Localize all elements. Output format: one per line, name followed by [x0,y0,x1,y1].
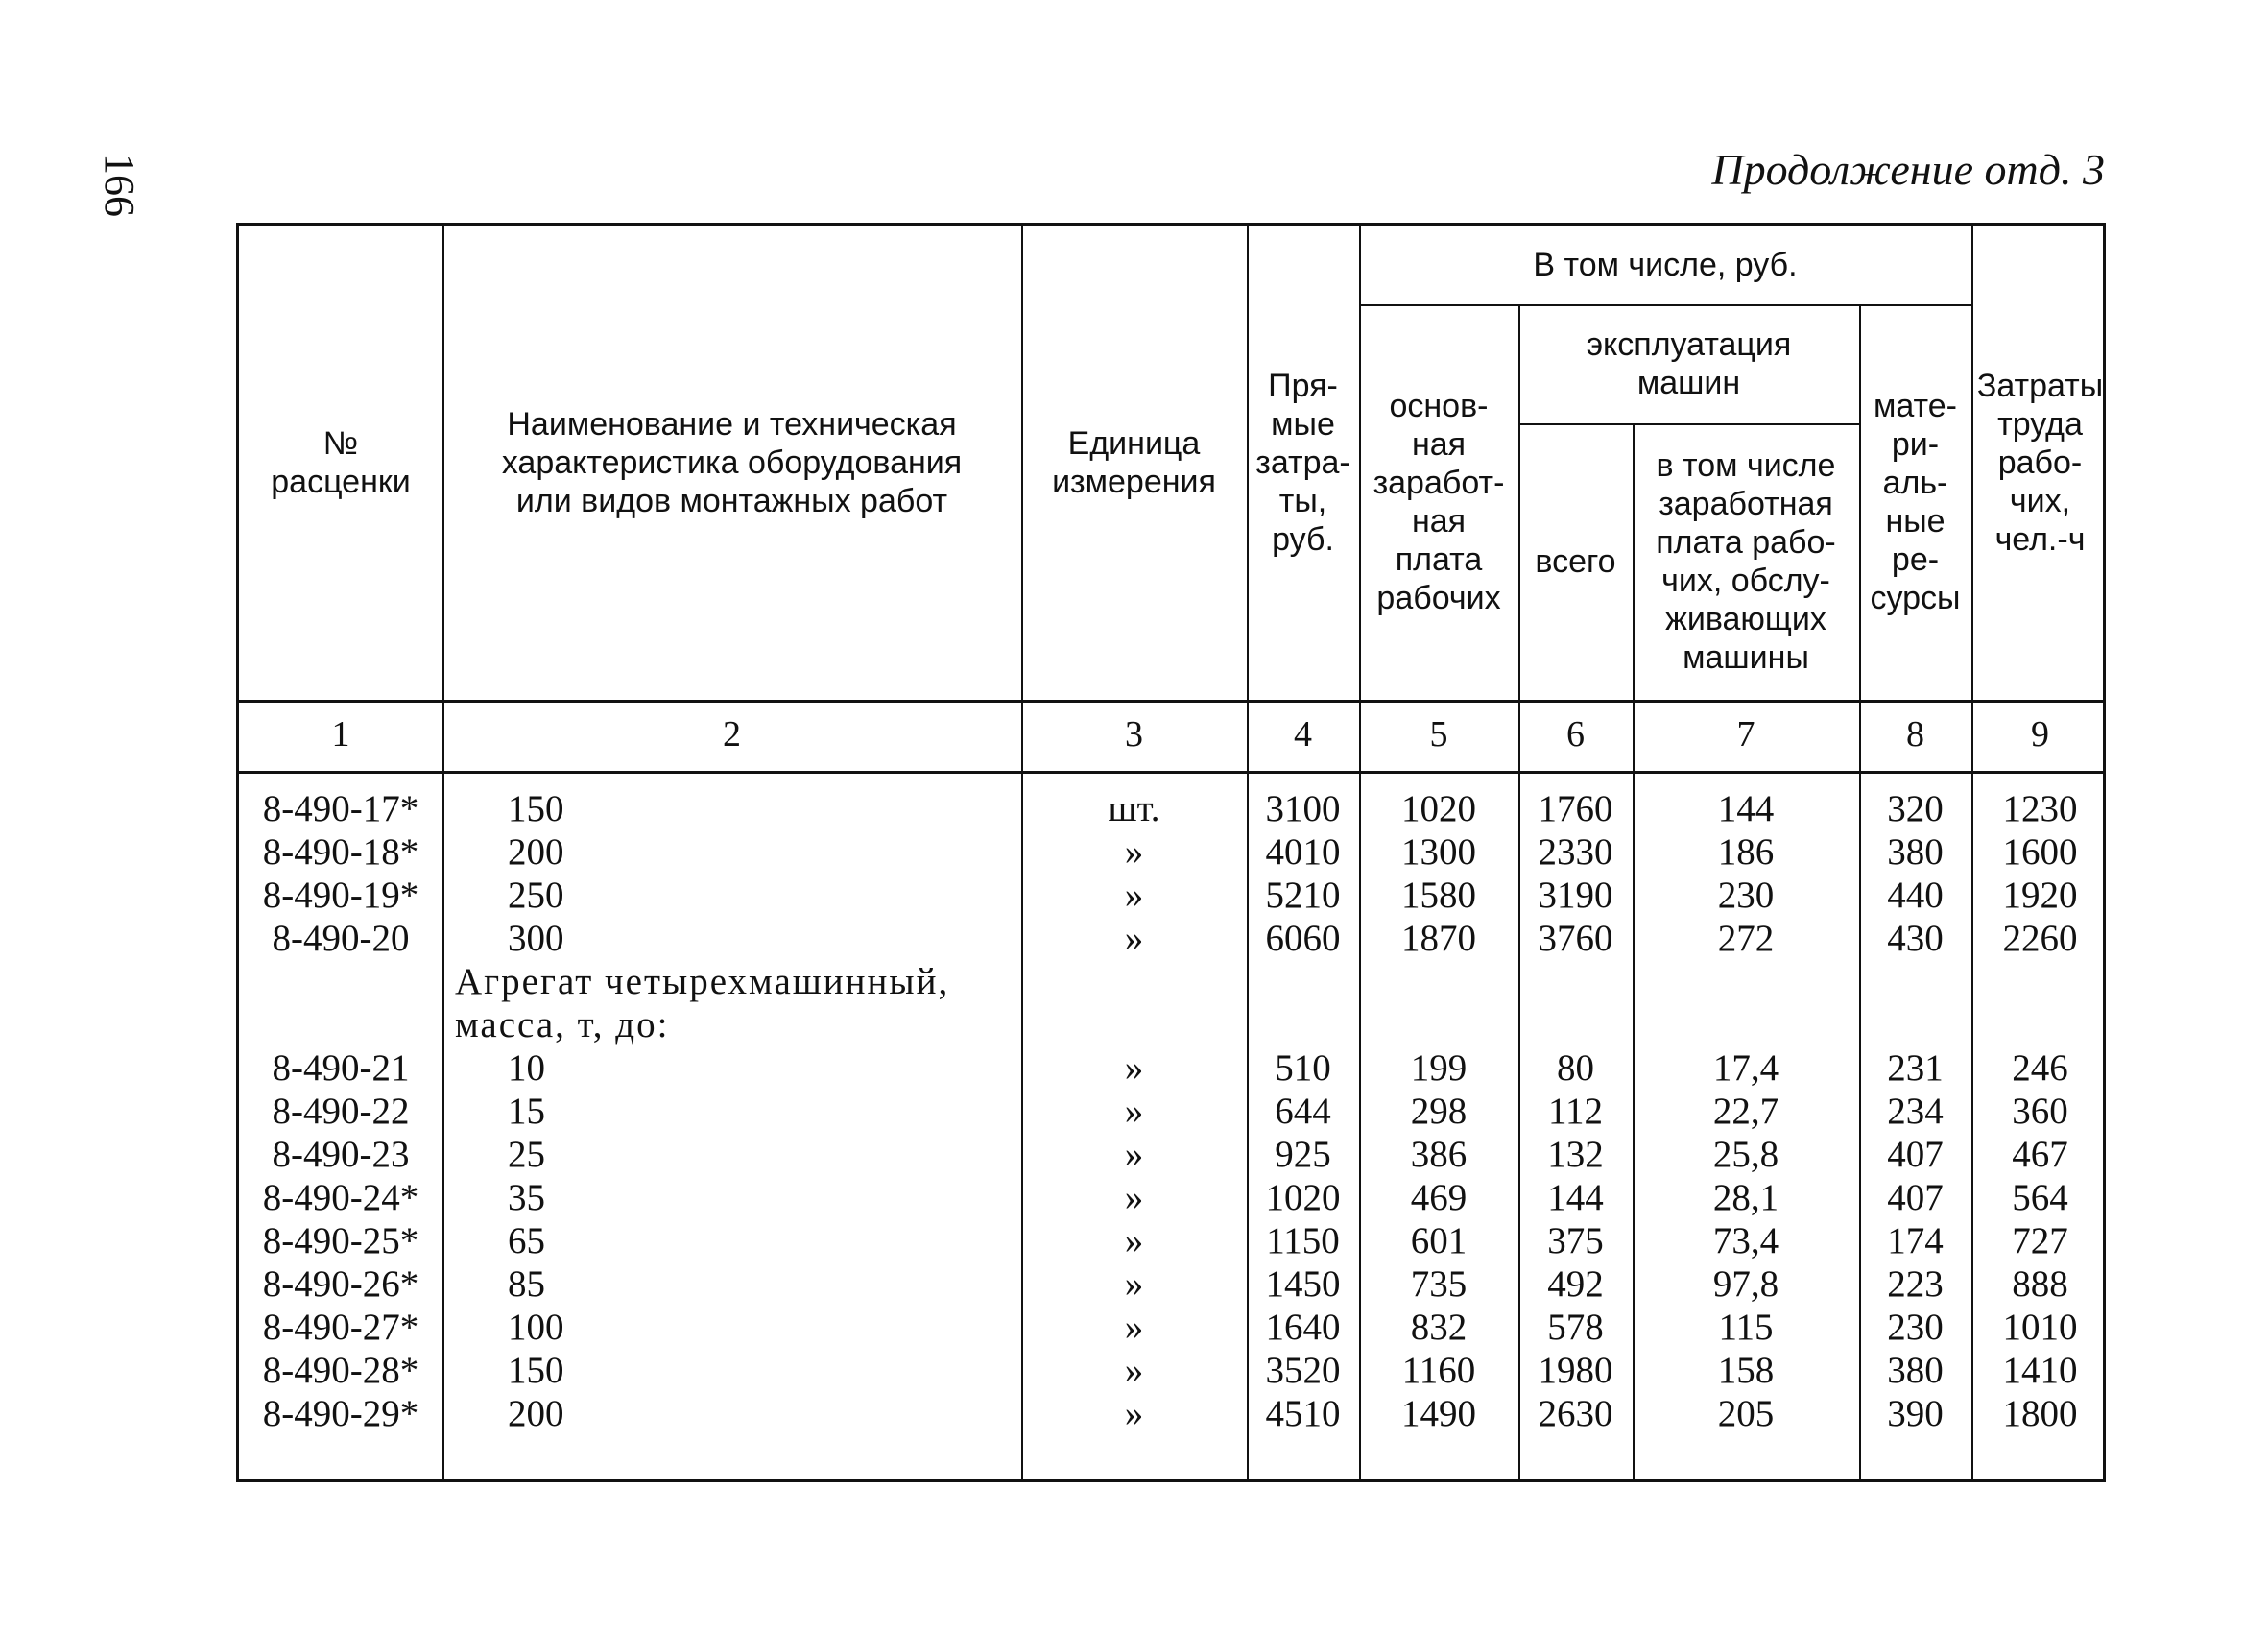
header-including: В том числе, руб. [1533,247,1798,283]
col-number: 6 [1566,714,1585,755]
table-cell: » [1124,1091,1144,1132]
col-number: 8 [1906,714,1924,755]
table-cell: » [1124,918,1144,959]
table-cell: 112 [1547,1091,1604,1132]
table-cell: 1010 [2002,1307,2078,1348]
table-cell: » [1124,875,1144,916]
table-cell: 300 [508,918,564,959]
table-cell: 25 [508,1134,545,1175]
table-cell: 174 [1887,1220,1944,1261]
table-cell: 1160 [1401,1350,1476,1391]
col-number: 3 [1125,714,1143,755]
table-cell: 1600 [2002,831,2078,873]
table-cell: 100 [508,1307,564,1348]
table-cell: 320 [1887,788,1944,829]
table-cell: 5210 [1265,875,1341,916]
table-cell: 1760 [1538,788,1613,829]
table-cell: 8-490-27* [262,1307,419,1348]
table-cell: 199 [1410,1047,1468,1089]
table-cell: » [1124,831,1144,873]
table-cell: 407 [1887,1134,1944,1175]
table-cell: 8-490-24* [262,1177,419,1218]
table-cell: » [1124,1393,1144,1434]
table-cell: » [1124,1134,1144,1175]
table-cell: 8-490-22 [272,1091,410,1132]
header-machines-total: всего [1535,543,1616,580]
table-cell: 22,7 [1712,1091,1779,1132]
col-number: 9 [2031,714,2049,755]
table-row [239,917,2103,960]
table-cell: 601 [1410,1220,1468,1261]
table-cell: » [1124,1177,1144,1218]
table-row [239,1306,2103,1349]
table-cell: 80 [1557,1047,1594,1089]
table-cell: 407 [1887,1177,1944,1218]
col-number: 4 [1294,714,1312,755]
table-cell: 8-490-20 [272,918,410,959]
table-cell: 4010 [1265,831,1341,873]
table-cell: 564 [2012,1177,2068,1218]
table-cell: 1640 [1265,1307,1341,1348]
table-cell: 469 [1410,1177,1468,1218]
table-row [239,1219,2103,1262]
table-cell: 1490 [1401,1393,1476,1434]
table-cell: 8-490-23 [272,1134,410,1175]
table-cell: 925 [1275,1134,1331,1175]
header-name: Наименование и техническая характеристика оборудования или видов монтажных работ [501,406,963,519]
table-cell: 3100 [1265,788,1341,829]
table-cell: 150 [508,1350,564,1391]
table-row [239,1176,2103,1219]
table-cell: 510 [1275,1047,1331,1089]
table-cell: 644 [1275,1091,1331,1132]
table-cell: 1230 [2002,788,2078,829]
table-cell: 200 [508,1393,564,1434]
table-cell: 28,1 [1712,1177,1779,1218]
table-cell: 1150 [1266,1220,1340,1261]
group-label: Агрегат четырехмашинный, [455,961,950,1002]
header-rate-number: № расценки [271,425,411,500]
table-row [239,1262,2103,1306]
table-cell: 25,8 [1712,1134,1779,1175]
table-cell: 8-490-21 [272,1047,410,1089]
table-cell: 246 [2012,1047,2068,1089]
table-row [239,787,2103,830]
group-label: масса, т, до: [455,1004,670,1045]
table-cell: 735 [1410,1263,1468,1305]
table-cell: 200 [508,831,564,873]
table-cell: 272 [1717,918,1775,959]
table-cell: » [1124,1307,1144,1348]
table-row [239,1392,2103,1435]
table-cell: 115 [1718,1307,1774,1348]
table-cell: 230 [1717,875,1775,916]
table-cell: 1870 [1401,918,1476,959]
col-number: 2 [723,714,741,755]
table-cell: 35 [508,1177,545,1218]
table-cell: шт. [1108,788,1160,829]
table-cell: 6060 [1265,918,1341,959]
table-cell: 1450 [1265,1263,1341,1305]
table-cell: » [1124,1350,1144,1391]
table-cell: 8-490-19* [262,875,419,916]
table-cell: » [1124,1263,1144,1305]
table-cell: 8-490-28* [262,1350,419,1391]
table-cell: 8-490-25* [262,1220,419,1261]
table-cell: 250 [508,875,564,916]
table-cell: 132 [1547,1134,1604,1175]
table-cell: 4510 [1265,1393,1341,1434]
table-cell: 1020 [1265,1177,1341,1218]
table-cell: 298 [1410,1091,1468,1132]
table-cell: 17,4 [1712,1047,1779,1089]
table-cell: 85 [508,1263,545,1305]
table-cell: 375 [1547,1220,1604,1261]
table-cell: 65 [508,1220,545,1261]
table-cell: 223 [1887,1263,1944,1305]
table-cell: 186 [1717,831,1775,873]
table-cell: 97,8 [1712,1263,1779,1305]
header-machine-operation: эксплуатация машин [1586,326,1792,401]
table-cell: 888 [2012,1263,2068,1305]
table-cell: 492 [1547,1263,1604,1305]
col-number: 7 [1736,714,1755,755]
table-cell: 578 [1547,1307,1604,1348]
table-cell: 1800 [2002,1393,2078,1434]
header-labor: Затраты труда рабо-чих, чел.-ч [1976,368,2104,558]
table-cell: 2260 [2002,918,2078,959]
table-cell: 234 [1887,1091,1944,1132]
header-unit: Единица измерения [1052,425,1216,500]
table-row [239,1133,2103,1176]
table-row [239,830,2103,874]
table-cell: 158 [1717,1350,1775,1391]
table-cell: 205 [1717,1393,1775,1434]
table-row [239,1349,2103,1392]
table-row [239,874,2103,917]
table-cell: 1920 [2002,875,2078,916]
table-cell: 360 [2012,1091,2068,1132]
table-cell: 430 [1887,918,1944,959]
table-cell: 231 [1887,1047,1944,1089]
table-cell: 2630 [1538,1393,1613,1434]
continuation-title: Продолжение отд. 3 [1711,145,2105,194]
table-cell: 1020 [1401,788,1476,829]
table-cell: 3760 [1538,918,1613,959]
table-cell: 150 [508,788,564,829]
header-base-wage: основ-ная заработ-ная плата рабочих [1373,388,1505,616]
header-machine-operator-wage: в том числе заработная плата рабо-чих, обслу-живающих машины [1656,447,1836,676]
table-cell: 3190 [1538,875,1613,916]
table-cell: 390 [1887,1393,1944,1434]
table-cell: 380 [1887,831,1944,873]
table-cell: 10 [508,1047,545,1089]
table-cell: 1410 [2002,1350,2078,1391]
table-cell: 1580 [1401,875,1476,916]
table-cell: 1980 [1538,1350,1613,1391]
table-cell: 380 [1887,1350,1944,1391]
header-materials: мате-ри-аль-ные ре-сурсы [1870,388,1961,616]
table-cell: 8-490-18* [262,831,419,873]
table-cell: 8-490-29* [262,1393,419,1434]
col-number: 1 [331,714,350,755]
table-cell: » [1124,1047,1144,1089]
table-row [239,1090,2103,1133]
page-number: 166 [96,154,143,217]
table-cell: 832 [1410,1307,1468,1348]
table-cell: 8-490-17* [262,788,419,829]
table-cell: 230 [1887,1307,1944,1348]
table-cell: 8-490-26* [262,1263,419,1305]
table-cell: 15 [508,1091,545,1132]
table-cell: 440 [1887,875,1944,916]
table-cell: 2330 [1538,831,1613,873]
table-cell: 727 [2012,1220,2068,1261]
table-cell: 144 [1547,1177,1604,1218]
table-cell: 386 [1410,1134,1468,1175]
table-cell: » [1124,1220,1144,1261]
table-cell: 1300 [1401,831,1476,873]
price-table [236,223,2106,1482]
table-cell: 3520 [1265,1350,1341,1391]
table-cell: 144 [1717,788,1775,829]
table-cell: 73,4 [1712,1220,1779,1261]
table-row [239,1046,2103,1090]
header-direct-costs: Пря-мые затра-ты, руб. [1255,368,1350,558]
table-cell: 467 [2012,1134,2068,1175]
col-number: 5 [1429,714,1448,755]
